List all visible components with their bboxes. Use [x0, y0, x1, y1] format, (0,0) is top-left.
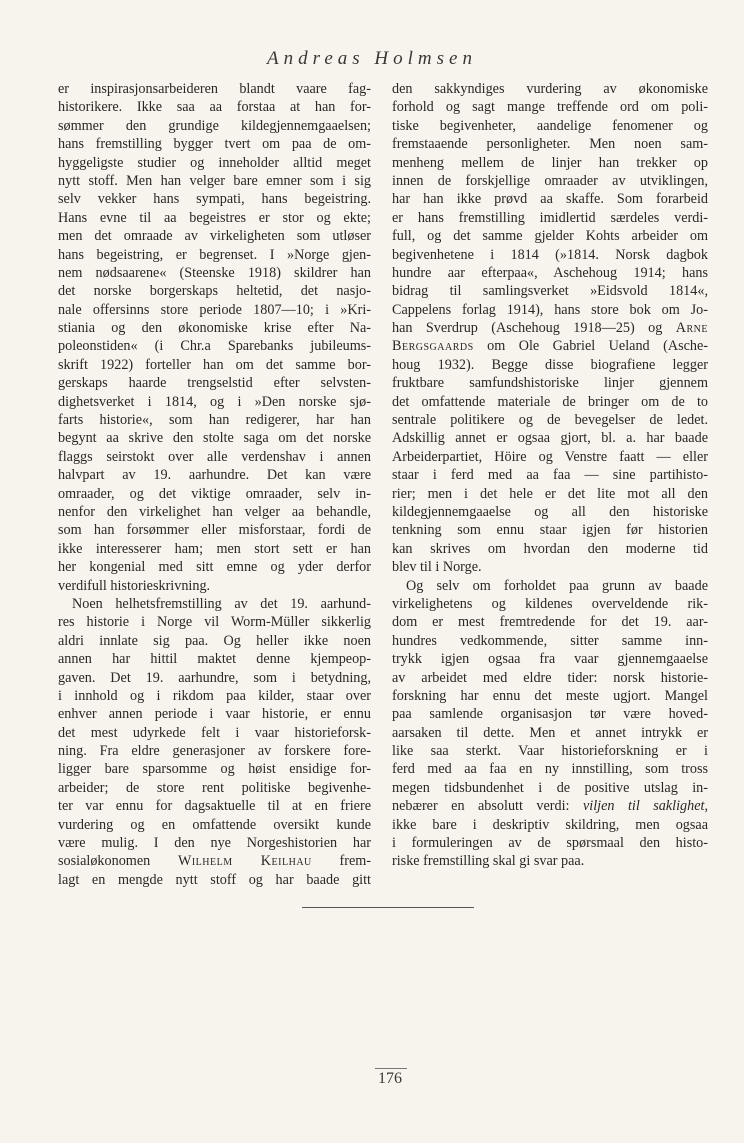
text-line: tenkning som ennu staar igjen før historien [392, 522, 708, 539]
text-segment: frem- [311, 853, 372, 870]
text-line: hundres vedkommende, sitter samme inn- [392, 632, 708, 649]
text-line: hundre aar efterpaa«, Aschehoug 1914; hans [392, 264, 708, 281]
text-line: det norske borgerskaps heltetid, det nasjo- [58, 283, 371, 300]
text-segment: , [704, 798, 709, 815]
text-line: gerskaps haarde trengselstid efter selvsten- [58, 375, 371, 392]
text-line: full, og det samme gjelder Kohts arbeider om [392, 228, 708, 245]
text-line: hans begeistring, er begrenset. I »Norge gjen- [58, 246, 371, 263]
text-line: omraader, og det viktige omraader, selv in- [58, 485, 371, 502]
text-line: riske fremstilling skal gi svar paa. [392, 853, 585, 870]
text-line: Arbeiderpartiet, Höire og Venstre faatt — eller [392, 448, 708, 465]
text-line: bidrag til samlingsverket »Eidsvold 1814«, [392, 283, 708, 300]
text-line: nenfor den virkelighet han velger aa behandle, [58, 503, 371, 520]
text-line: kan skrives om hvordan den moderne tid [392, 540, 708, 557]
text-line: forhold og sagt mange treffende ord om poli- [392, 99, 708, 116]
text-line: i innhold og i rikdom paa kilder, staar over [58, 687, 371, 704]
text-line: har han ikke prøvd aa skaffe. Som forarbeid [392, 191, 708, 208]
text-line: verdifull historieskrivning. [58, 577, 211, 594]
text-segment: nebærer en absolutt verdi: [392, 798, 583, 815]
text-line: hans fremstilling bygger tvert om paa de om- [58, 136, 371, 153]
page-number: 176 [378, 1070, 402, 1087]
text-line: være mulig. I den nye Norgeshistorien har [58, 835, 371, 852]
text-line: nytt stoff. Men han velger bare emner som i sig [58, 172, 371, 189]
text-line: innen de forskjellige omraader av utviklingen, [392, 172, 708, 189]
text-line: kildegjennemgaaelse og all den historiske [392, 503, 708, 520]
text-segment: han Sverdrup (Aschehoug 1918—25) og [392, 320, 676, 337]
text-line: ikke interesserer ham; men stort sett er han [58, 540, 371, 557]
text-line: er hans fremstilling imidlertid særdeles verdi- [392, 209, 708, 226]
text-line: vurdering og en omfattende oversikt kunde [58, 816, 371, 833]
text-line: selv vekker hans sympati, hans begeistring. [58, 191, 371, 208]
text-line: ikke bare i deskriptiv skildring, men ogsaa [392, 816, 708, 833]
text-line: paa samlende organisasjon tør være hoved- [392, 706, 708, 723]
text-line: enhver annen periode i vaar historie, er ennu [58, 706, 371, 723]
text-line: begivenhetene i 1814 (»1814. Norsk dagbok [392, 246, 708, 263]
text-line: farts historie«, som han redigerer, har han [58, 412, 371, 429]
text-line: skrift 1922) forteller han om det samme bor- [58, 356, 371, 373]
text-line: nale offersinns store periode 1807—10; i »Kri- [58, 301, 371, 318]
text-line: ligger bare sparsomme og høist ensidige for- [58, 761, 371, 778]
text-line: men det omraade av virkeligheten som utløser [58, 228, 371, 245]
text-line: Hans evne til aa begeistres er stor og ekte; [58, 209, 371, 226]
text-line: tiske begivenheter, aandelige fenomener og [392, 117, 708, 134]
section-divider [302, 907, 474, 908]
text-line: er inspirasjonsarbeideren blandt vaare fag- [58, 81, 371, 97]
text-line: ter var ennu for dagsaktuelle til at en friere [58, 798, 371, 815]
text-line: arbeider; de store rent politiske begivenhe- [58, 779, 371, 796]
text-line: hyggeligste studier og inneholder alltid meget [58, 154, 371, 171]
text-line: begynt aa skrive den stolte saga om det norske [58, 430, 371, 447]
text-line: megen tidsbundenhet i de positive utslag in- [392, 779, 708, 796]
text-line: dom er mest fremtredende for det 19. aar- [392, 614, 708, 631]
text-line: i formuleringen av de spørsmaal den histo- [392, 835, 708, 852]
text-line: sentrale politikere og de bevegelser de ledet. [392, 412, 708, 429]
text-line: det omfattende materiale de bringer om de to [392, 393, 708, 410]
text-line: den sakkyndiges vurdering av økonomiske [392, 81, 708, 97]
text-line: gaven. Det 19. aarhundre, som i betydning, [58, 669, 371, 686]
text-line: halvpart av 19. aarhundre. Det kan være [58, 467, 371, 484]
text-line [392, 319, 708, 337]
text-line: nem nødsaarene« (Steenske 1918) skildrer han [58, 264, 371, 281]
text-line: res historie i Norge vil Worm-Müller sikkerlig [58, 614, 371, 631]
text-line: aarsaken til dette. Men et annet intrykk er [392, 724, 708, 741]
text-line: ning. Fra eldre generasjoner av forskere fore- [58, 743, 371, 760]
text-line: virkelighetens og kildenes overveldende rik- [392, 595, 708, 612]
left-column [58, 80, 371, 889]
italic-emphasis: viljen til saklighet [582, 798, 705, 815]
text-line: lagt en mengde nytt stoff og har baade gitt [58, 871, 371, 888]
text-line: Adskillig annet er ogsaa gjort, bl. a. har baade [392, 430, 708, 447]
text-line: av arbeidet med eldre tider: norsk historie- [392, 669, 708, 686]
text-line: det mest udyrkede felt i vaar historieforsk- [58, 724, 371, 741]
page-number-rule [375, 1068, 407, 1069]
small-caps-name: Arne [675, 320, 708, 337]
text-line: historikere. Ikke saa aa forstaa at han for- [58, 99, 371, 116]
text-line: like saa sterkt. Vaar historieforskning er i [392, 743, 708, 760]
text-line: fruktbare samfundshistoriske linjer gjennem [392, 375, 708, 392]
text-line: dighetsverket i 1814, og i »Den norske sjø- [58, 393, 371, 410]
text-line: her kongenial med sitt emne og yder derfor [58, 559, 371, 576]
text-line: aldri innlate sig paa. Og heller ikke noen [58, 632, 371, 649]
text-line: Cappelens forlag 1914), hans store bok om Jo- [392, 301, 708, 318]
text-line: staar i ferd med aa faa — sine partihisto- [392, 467, 708, 484]
text-line: annen har hittil maktet denne kjempeop- [58, 651, 371, 668]
text-line [392, 797, 708, 815]
small-caps-name: Wilhelm Keilhau [177, 853, 312, 870]
text-line: rier; men i det hele er det lite mot all den [392, 485, 708, 502]
text-line: Og selv om forholdet paa grunn av baade [406, 577, 708, 594]
text-line: menheng mellem de linjer han trekker op [392, 154, 708, 171]
text-line [58, 852, 371, 870]
text-line [392, 337, 708, 355]
text-line: ferd med aa faa en ny innstilling, som tross [392, 761, 708, 778]
small-caps-name: Bergsgaards [392, 338, 474, 355]
text-line: blev til i Norge. [392, 559, 482, 576]
text-line: houg 1932). Begge disse biografiene legger [392, 356, 708, 373]
text-line: forskning har ennu det meste ugjort. Mangel [392, 687, 708, 704]
text-line: flaggs seirstokt over alle verdenshav i annen [58, 448, 371, 465]
text-segment: sosialøkonomen [58, 853, 178, 870]
text-line: sømmer den grundige kildegjennemgaaelsen; [58, 117, 371, 134]
text-line: trykk igjen ogsaa fra vaar gjennemgaaelse [392, 651, 708, 668]
right-column [392, 80, 708, 871]
text-line: som han forsømmer eller misforstaar, fordi de [58, 522, 371, 539]
text-line: stiania og den økonomiske krise efter Na- [58, 320, 371, 337]
text-segment: om Ole Gabriel Ueland (Asche- [473, 338, 708, 355]
text-line: fremstaaende personligheter. Men noen sam- [392, 136, 708, 153]
text-line: poleonstiden« (i Chr.a Sparebanks jubileums- [58, 338, 371, 355]
text-line: Noen helhetsfremstilling av det 19. aarhund- [72, 595, 371, 612]
running-header: Andreas Holmsen [267, 48, 477, 69]
